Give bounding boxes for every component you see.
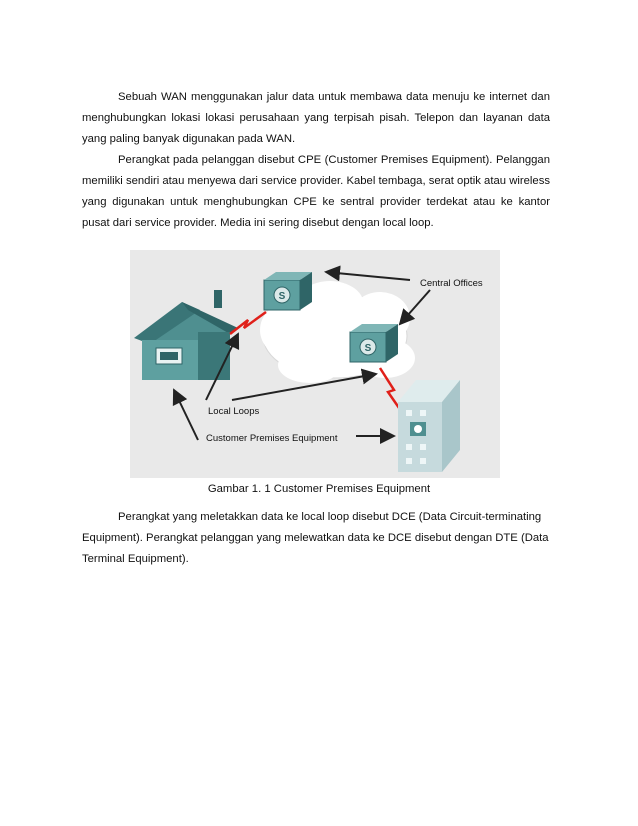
paragraph-dce-dte (82, 507, 552, 570)
label-central-offices: Central Offices (420, 278, 483, 289)
paragraph-wan (82, 87, 550, 150)
central-office-switch-2 (350, 324, 398, 362)
paragraph-wan-text: Sebuah WAN menggunakan jalur data untuk membawa data menuju ke internet dan menghubungkan lokasi lokasi perusahaan yang terpisah pisah. Telepon dan layanan data yang paling banyak digunakan pada WAN. (82, 91, 550, 145)
paragraph-cpe-text: Perangkat pada pelanggan disebut CPE (Customer Premises Equipment). Pelanggan memiliki sendiri atau menyewa dari service provider. Kabel tembaga, serat optik atau wireless yang digunakan untuk menghubungkan CPE ke sentral provider terdekat atau ke kantor pusat dari service provider. Media ini sering disebut dengan local loop. (82, 154, 550, 229)
paragraph-cpe (82, 150, 550, 234)
label-local-loops: Local Loops (208, 406, 260, 417)
central-office-switch-1 (264, 272, 312, 310)
building-icon (398, 380, 460, 472)
figure-caption: Gambar 1. 1 Customer Premises Equipment (207, 483, 431, 495)
switch-glyph-2: S (364, 343, 372, 354)
paragraph-dce-dte-text: Perangkat yang meletakkan data ke local loop disebut DCE (Data Circuit-terminating Equipment). Perangkat pelanggan yang melewatkan data ke DCE disebut dengan DTE (Data Terminal Equipment). (82, 511, 549, 565)
label-cpe: Customer Premises Equipment (206, 433, 338, 444)
switch-glyph-1: S (278, 291, 286, 302)
cpe-diagram (130, 250, 500, 478)
